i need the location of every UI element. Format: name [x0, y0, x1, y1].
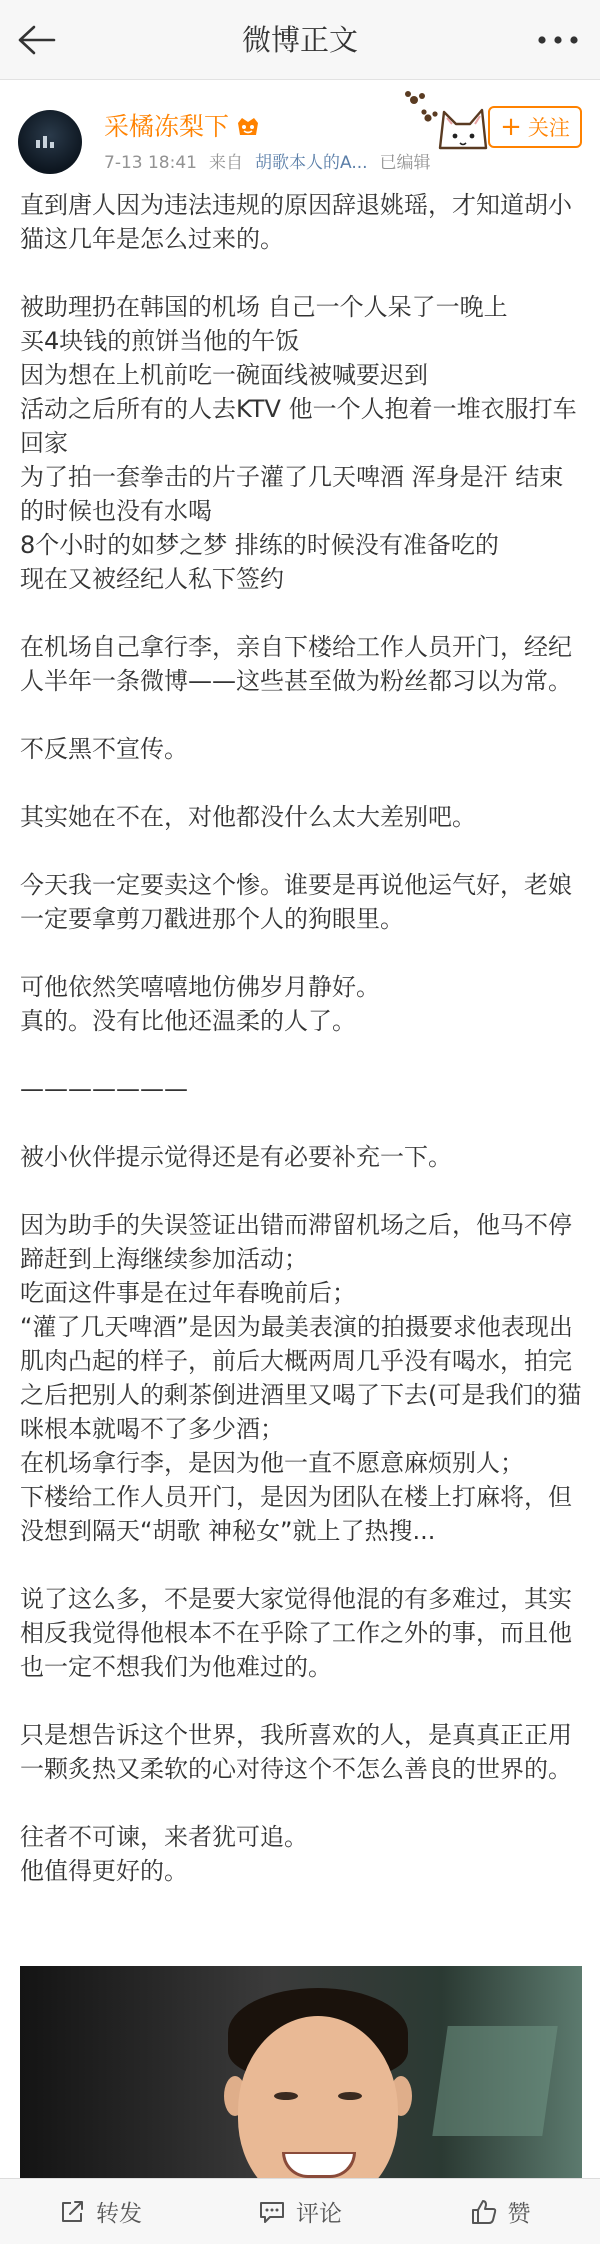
post-paragraph: 8个小时的如梦之梦 排练的时候没有准备吃的 — [20, 531, 499, 559]
paragraph-spacer — [20, 1786, 582, 1820]
paragraph-spacer — [20, 1174, 582, 1208]
back-arrow-icon[interactable] — [10, 14, 62, 66]
post-time: 7-13 18:41 — [104, 153, 197, 173]
post-paragraph: 在机场自己拿行李，亲自下楼给工作人员开门，经纪人半年一条微博——这些甚至做为粉丝都习以为常。 — [20, 633, 572, 695]
avatar-decoration-icon — [32, 130, 58, 150]
avatar[interactable] — [18, 110, 82, 174]
paragraph-spacer — [20, 1106, 582, 1140]
comment-button[interactable] — [200, 2179, 400, 2244]
repost-icon — [58, 2198, 86, 2226]
follow-label: 关注 — [527, 116, 570, 140]
comment-label: 评论 — [296, 2201, 342, 2227]
page-title: 微博正文 — [241, 23, 358, 57]
post-paragraph: 为了拍一套拳击的片子灌了几天啤酒 浑身是汗 结束的时候也没有水喝 — [20, 463, 564, 525]
post-paragraph: 现在又被经纪人私下签约 — [20, 565, 284, 593]
vip-badge-icon — [235, 115, 261, 139]
paragraph-spacer — [20, 256, 582, 290]
cat-decoration-icon — [400, 88, 500, 166]
post-paragraph: 往者不可谏，来者犹可追。 — [20, 1823, 308, 1851]
post-paragraph: 因为助手的失误签证出错而滞留机场之后，他马不停蹄赶到上海继续参加活动； — [20, 1211, 572, 1273]
post-paragraph: 直到唐人因为违法违规的原因辞退姚瑶，才知道胡小猫这几年是怎么过来的。 — [20, 191, 572, 253]
edited-label: 已编辑 — [379, 153, 431, 173]
follow-button[interactable] — [488, 106, 582, 148]
username[interactable]: 采橘冻梨下 — [104, 112, 230, 141]
username-row — [104, 112, 261, 142]
bottom-action-bar — [0, 2178, 600, 2244]
post-paragraph: 可他依然笑嘻嘻地仿佛岁月静好。 — [20, 973, 380, 1001]
post-paragraph: 今天我一定要卖这个惨。谁要是再说他运气好，老娘一定要拿剪刀戳进那个人的狗眼里。 — [20, 871, 572, 933]
post-paragraph: 在机场拿行李，是因为他一直不愿意麻烦别人； — [20, 1449, 524, 1477]
person-eye-right — [338, 2092, 362, 2100]
post-paragraph: ——————— — [20, 1075, 188, 1103]
follow-plus-icon: + — [500, 112, 522, 142]
paragraph-spacer — [20, 1684, 582, 1718]
post-content — [20, 188, 582, 1888]
post-paragraph: “灌了几天啤酒”是因为最美表演的拍摄要求他表现出肌肉凸起的样子，前后大概两周几乎没有喝水，拍完之后把别人的剩茶倒进酒里又喝了下去(可是我们的猫咪根本就喝不了多少酒； — [20, 1313, 582, 1443]
thumbs-up-icon — [470, 2198, 498, 2226]
post-image[interactable] — [20, 1966, 582, 2178]
post-paragraph: 被助理扔在韩国的机场 自己一个人呆了一晚上 — [20, 293, 508, 321]
paragraph-spacer — [20, 766, 582, 800]
post-paragraph: 真的。没有比他还温柔的人了。 — [20, 1007, 356, 1035]
comment-icon — [258, 2198, 286, 2226]
post-paragraph: 被小伙伴提示觉得还是有必要补充一下。 — [20, 1143, 452, 1171]
paragraph-spacer — [20, 698, 582, 732]
post-paragraph: 说了这么多，不是要大家觉得他混的有多难过，其实相反我觉得他根本不在乎除了工作之外的事，而且他也一定不想我们为他难过的。 — [20, 1585, 572, 1681]
more-dots-icon[interactable] — [530, 20, 586, 60]
paragraph-spacer — [20, 596, 582, 630]
source-prefix: 来自 — [208, 153, 243, 173]
post-paragraph: 吃面这件事是在过年春晚前后； — [20, 1279, 356, 1307]
paragraph-spacer — [20, 834, 582, 868]
post-paragraph: 买4块钱的煎饼当他的午饭 — [20, 327, 300, 355]
person-eye-left — [274, 2092, 298, 2100]
paragraph-spacer — [20, 1548, 582, 1582]
paragraph-spacer — [20, 1038, 582, 1072]
post-header — [0, 80, 600, 188]
post-paragraph: 只是想告诉这个世界，我所喜欢的人，是真真正正用一颗炙热又柔软的心对待这个不怎么善良的世界的。 — [20, 1721, 572, 1783]
background-light — [432, 2026, 557, 2136]
repost-label: 转发 — [96, 2201, 142, 2227]
post-paragraph: 他值得更好的。 — [20, 1857, 188, 1885]
post-paragraph: 因为想在上机前吃一碗面线被喊要迟到 — [20, 361, 428, 389]
post-paragraph: 其实她在不在，对他都没什么太大差别吧。 — [20, 803, 476, 831]
post-paragraph: 活动之后所有的人去KTV 他一个人抱着一堆衣服打车回家 — [20, 395, 577, 457]
like-button[interactable] — [400, 2179, 600, 2244]
paragraph-spacer — [20, 936, 582, 970]
repost-button[interactable] — [0, 2179, 200, 2244]
like-label: 赞 — [507, 2201, 531, 2227]
top-navbar — [0, 0, 600, 80]
post-source[interactable]: 胡歌本人的A... — [254, 153, 368, 173]
post-paragraph: 不反黑不宣传。 — [20, 735, 188, 763]
post-paragraph: 下楼给工作人员开门，是因为团队在楼上打麻将，但没想到隔天“胡歌 神秘女”就上了热搜... — [20, 1483, 572, 1545]
post-meta — [104, 152, 431, 174]
